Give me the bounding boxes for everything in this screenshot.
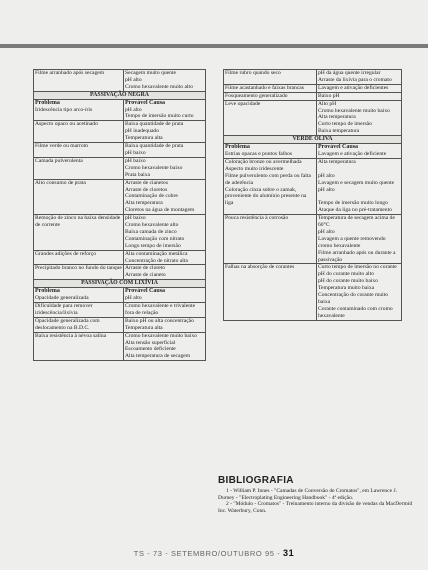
page-number: 31 [283,548,295,558]
bibliography-entry-1: 1 - William P. Innes - "Camadas de Conversão de Cromatos", em Lawrence J. Durney - "Electroplating Engineering Handbook" - 4ª edição. [218,487,397,501]
table-row [224,158,402,214]
problem-header-label: Problema [35,99,60,106]
bibliography-title: BIBLIOGRAFIA [218,475,294,486]
table-row [34,121,206,143]
problem-cell: Coloração bronze ou avermelhada Aspecto muito iridescente Filme pulverulento com perda ou falta de aderência Coloração cinza sobre o zamak, proveniente do alumínio presente na liga [224,158,317,214]
table-row [224,264,402,320]
cause-cell: Arraste de cianetos Arraste de cloretos Contaminação de cobre Alta temperatura Cloretos na água de montagem [124,179,206,215]
cause-cell: Baixo pH ou alta concentração Temperatura alta [124,317,206,332]
cause-cell: Lavagem e ativação deficiente [318,150,387,157]
cause-cell: pH baixo Cromo hexavalente baixo Prata baixa [124,157,206,179]
problem-column-cell [34,99,124,121]
table-row [224,70,402,85]
cause-cell: Alta temperatura pH alto Lavagem e secagem muito quente pH alto Tempo de imersão muito longo Ataque da liga no pré-tratamento [317,158,402,214]
section-title: VERDE OLIVA [224,136,402,144]
cause-cell: pH da água quente irregular Arraste da lixívia para o cromato [317,70,402,85]
cause-header-label: Provável Causa [125,288,166,295]
cause-column-cell [317,144,402,159]
cause-cell: Arraste de cloreto Arraste de cianeto [124,265,206,280]
table-row [34,70,206,92]
column-header-row [34,99,206,121]
cause-cell: Cromo hexavalente muito baixo Alta tensão superficial Escoamento deficiente Alta temperatura de secagem [124,332,206,361]
cause-cell: Secagem muito quente pH alto Cromo hexavalente muito alto [124,70,206,92]
cause-cell: pH alto [125,295,142,302]
cause-cell: Baixo pH [317,92,402,100]
table-row [34,332,206,361]
cause-cell: pH alto Tempo de imersão muito curto [125,106,194,120]
section-header-row [224,136,402,144]
table-row [224,84,402,92]
cause-cell: Alta contaminação metálica Concentração de nitrato alta [124,250,206,265]
table-row [34,265,206,280]
problem-cell: Dificuldade para remover iridescência/lixívia [34,303,124,318]
problem-cell: Fosqueamento generalizado [224,92,317,100]
right-troubleshooting-table [223,69,402,321]
table-row [224,215,402,264]
problem-column-cell [34,288,124,303]
section-title: PASSIVAÇÃO NEGRA [34,91,206,99]
page-footer [0,548,428,558]
problem-cell: Baixa resistência à névoa salina [34,332,124,361]
table-row [34,303,206,318]
problem-cell: Alto consumo de prata [34,179,124,215]
cause-column-cell [124,288,206,303]
footer-text: TS - 73 - SETEMBRO/OUTUBRO 95 - [133,549,281,558]
section-title: PASSIVAÇÃO COM LIXÍVIA [34,280,206,288]
problem-cell: Remoção de zinco na baixa densidade de corrente [34,215,124,251]
table-row [34,317,206,332]
problem-cell: Falhas na absorção de corantes [224,264,317,320]
table-row [224,92,402,100]
problem-cell: Opacidade generalizada com deslocamento na B.D.C. [34,317,124,332]
column-header-row [224,144,402,159]
problem-cell: Filme rubro quando seco [224,70,317,85]
section-header-row [34,91,206,99]
top-rule [0,44,428,48]
table-row [34,143,206,158]
cause-cell: Alto pH Cromo hexavalente muito baixo Alta temperatura Curto tempo de imersão Baixa temperatura [317,100,402,136]
cause-cell: Lavagem e ativação deficientes [317,84,402,92]
problem-cell: Filme acastanhado e faixas brancas [224,84,317,92]
left-troubleshooting-table [33,69,206,361]
cause-cell: Temperatura de secagem acima de 60°C pH alto Lavagem a quente removendo cromo hexavalente Filme arranhado após ou durante a passivação [317,215,402,264]
column-header-row [34,288,206,303]
right-table-body [224,70,402,321]
cause-column-cell [124,99,206,121]
cause-header-label: Provável Causa [318,144,359,151]
table-row [34,179,206,215]
problem-column-cell [224,144,317,159]
problem-header-label: Problema [35,288,60,295]
problem-cell: Aspecto opaco ou acetinado [34,121,124,143]
cause-cell: Baixa quantidade de prata pH baixo [124,143,206,158]
cause-cell: Baixa quantidade de prata pH inadequado Temperatura alta [124,121,206,143]
cause-cell: Cromo hexavalente e trivalente fora de relação [124,303,206,318]
table-row [34,157,206,179]
cause-header-label: Provável Causa [125,99,166,106]
problem-header-label: Problema [225,144,250,151]
section-header-row [34,280,206,288]
bibliography [218,475,414,515]
table-row [34,250,206,265]
problem-cell: Grandes adições de reforço [34,250,124,265]
problem-cell: Opacidade generalizada [35,295,89,302]
problem-cell: Iridescência tipo arco-íris [35,106,93,113]
table-row [34,215,206,251]
bibliography-entry-2: 2 - "Módulo - Cromatos" - Treinamento interno da divisão de vendas da MacDermid Inc. Waterbury, Conn. [218,501,413,515]
problem-cell: Filme arranhado após secagem [34,70,124,92]
table-row [224,100,402,136]
cause-cell: pH baixo Cromo hexavalente alto Baixa camada de zinco Contaminação com nitrato Longo tempo de imersão [124,215,206,251]
problem-cell: Leve opacidade [224,100,317,136]
cause-cell: Curto tempo de imersão no corante pH do corante muito alto pH do corante muito baixo Temperatura muito baixa Concentração do corante muito baixa Corante contaminado com cromo hexavalente [317,264,402,320]
problem-cell: Precipitado branco no fundo do tanque [34,265,124,280]
left-table-body [34,70,206,361]
problem-cell: Estrias opacas e pontos falhos [225,150,293,157]
problem-cell: Pouca resistência à corrosão [224,215,317,264]
problem-cell: Filme verde ou marrom [34,143,124,158]
problem-cell: Camada pulverulenta [34,157,124,179]
